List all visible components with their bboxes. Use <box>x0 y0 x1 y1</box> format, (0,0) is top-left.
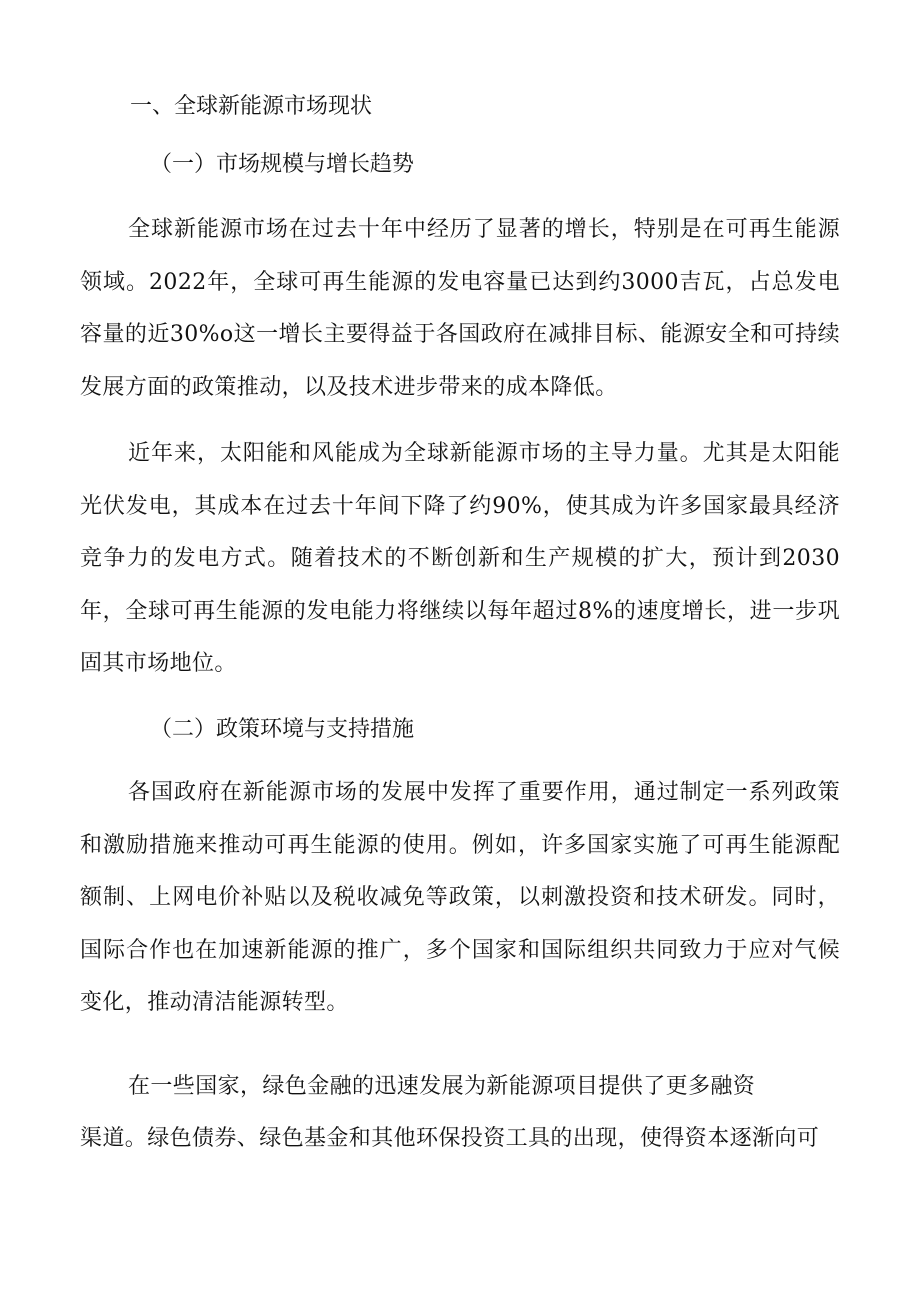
paragraph-green-finance-line2: 渠道。绿色债券、绿色基金和其他环保投资工具的出现，使得资本逐渐向可 <box>80 1126 820 1151</box>
section-heading-policy: （二）政策环境与支持措施 <box>150 717 415 742</box>
paragraph-green-finance-line1: 在一些国家，绿色金融的迅速发展为新能源项目提供了更多融资 <box>128 1074 756 1099</box>
section-heading-market-size: （一）市场规模与增长趋势 <box>150 152 415 177</box>
paragraph-policy: 各国政府在新能源市场的发展中发挥了重要作用，通过制定一系列政策和激励措施来推动可再生能源的使用。例如，许多国家实施了可再生能源配额制、上网电价补贴以及税收减免等政策，以刺激投资和技术研发。同时，国际合作也在加速新能源的推广，多个国家和国际组织共同致力于应对气候变化，推动清洁能源转型。 <box>80 780 840 1015</box>
paragraph-solar-wind: 近年来，太阳能和风能成为全球新能源市场的主导力量。尤其是太阳能光伏发电，其成本在过去十年间下降了约90%，使其成为许多国家最具经济竞争力的发电方式。随着技术的不断创新和生产规模的扩大，预计到2030年，全球可再生能源的发电能力将继续以每年超过8%的速度增长，进一步巩固其市场地位。 <box>80 441 840 676</box>
paragraph-market-growth: 全球新能源市场在过去十年中经历了显著的增长，特别是在可再生能源领域。2022年，全球可再生能源的发电容量已达到约3000吉瓦，占总发电容量的近30%o这一增长主要得益于各国政府在减排目标、能源安全和可持续发展方面的政策推动，以及技术进步带来的成本降低。 <box>80 217 840 400</box>
main-heading: 一、全球新能源市场现状 <box>130 94 373 119</box>
